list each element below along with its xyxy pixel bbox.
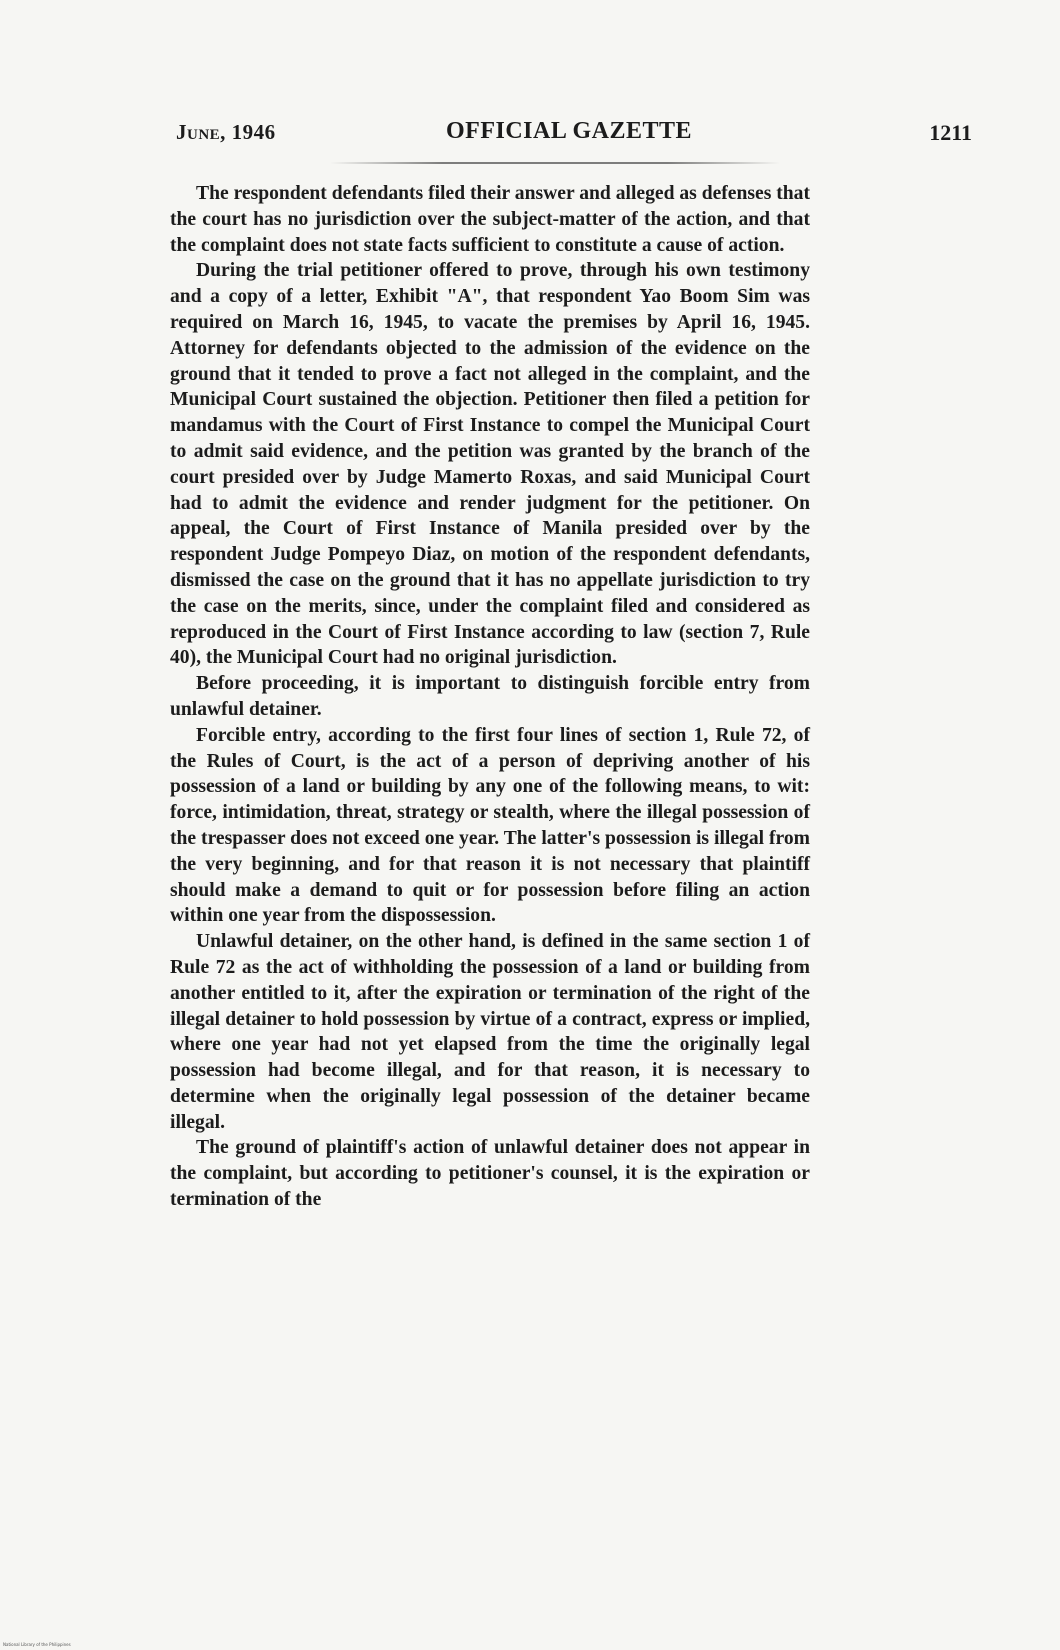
paragraph: Before proceeding, it is important to distinguish forcible entry from unlawful detainer. — [170, 673, 810, 720]
paragraph: The ground of plaintiff's action of unlawful detainer does not appear in the complaint, but according to petitioner's counsel, it is the expiration or termination of the — [170, 1137, 810, 1211]
paragraph: Forcible entry, according to the first four lines of section 1, Rule 72, of the Rules of Court, is the act of a person of depriving another of his possession of a land or building by any one of the following means, to wit: force, intimidation, threat, strategy or stealth, where the illegal possession of the trespasser does not exceed one year. The latter's possession is illegal from the very beginning, and for that reason it is not necessary that plaintiff should make a demand to quit or for possession before filing an action within one year from the dispossession. — [170, 724, 810, 927]
header-rule — [330, 162, 780, 164]
paragraph: Unlawful detainer, on the other hand, is defined in the same section 1 of Rule 72 as the act of withholding the possession of a land or building from another entitled to it, after the expiration or termination of the right of the illegal detainer to hold possession by virtue of a contract, express or implied, where one year had not yet elapsed from the time the originally legal possession had become illegal, and for that reason, it is necessary to determine when the originally legal possession of the detainer became illegal. — [170, 931, 810, 1133]
paragraph: The respondent defendants filed their answer and alleged as defenses that the court has no jurisdiction over the subject-matter of the action, and that the complaint does not state facts sufficient to constitute a cause of action. — [170, 183, 810, 256]
article-body — [170, 181, 810, 1213]
header-page-number: 1211 — [929, 120, 972, 145]
header-title: OFFICIAL GAZETTE — [446, 118, 693, 144]
page-header — [176, 118, 972, 152]
header-date: June, 1946 — [176, 120, 276, 144]
scan-footer-note: National Library of the Philippines — [3, 1642, 71, 1647]
paragraph: During the trial petitioner offered to prove, through his own testimony and a copy of a letter, Exhibit "A", that respondent Yao Boom Sim was required on March 16, 1945, to vacate the premises by April 16, 1945. Attorney for defendants objected to the admission of the evidence on the ground that it tended to prove a fact not alleged in the complaint, and the Municipal Court sustained the objection. Petitioner then filed a petition for mandamus with the Court of First Instance to compel the Municipal Court to admit said evidence, and the petition was granted by the branch of the court presided over by Judge Mamerto Roxas, and said Municipal Court had to admit the evidence and render judgment for the petitioner. On appeal, the Court of First Instance of Manila presided over by the respondent Judge Pompeyo Diaz, on motion of the respondent defendants, dismissed the case on the ground that it has no appellate jurisdiction to try the case on the merits, since, under the complaint filed and considered as reproduced in the Court of First Instance according to law (section 7, Rule 40), the Municipal Court had no original jurisdiction. — [170, 260, 810, 669]
